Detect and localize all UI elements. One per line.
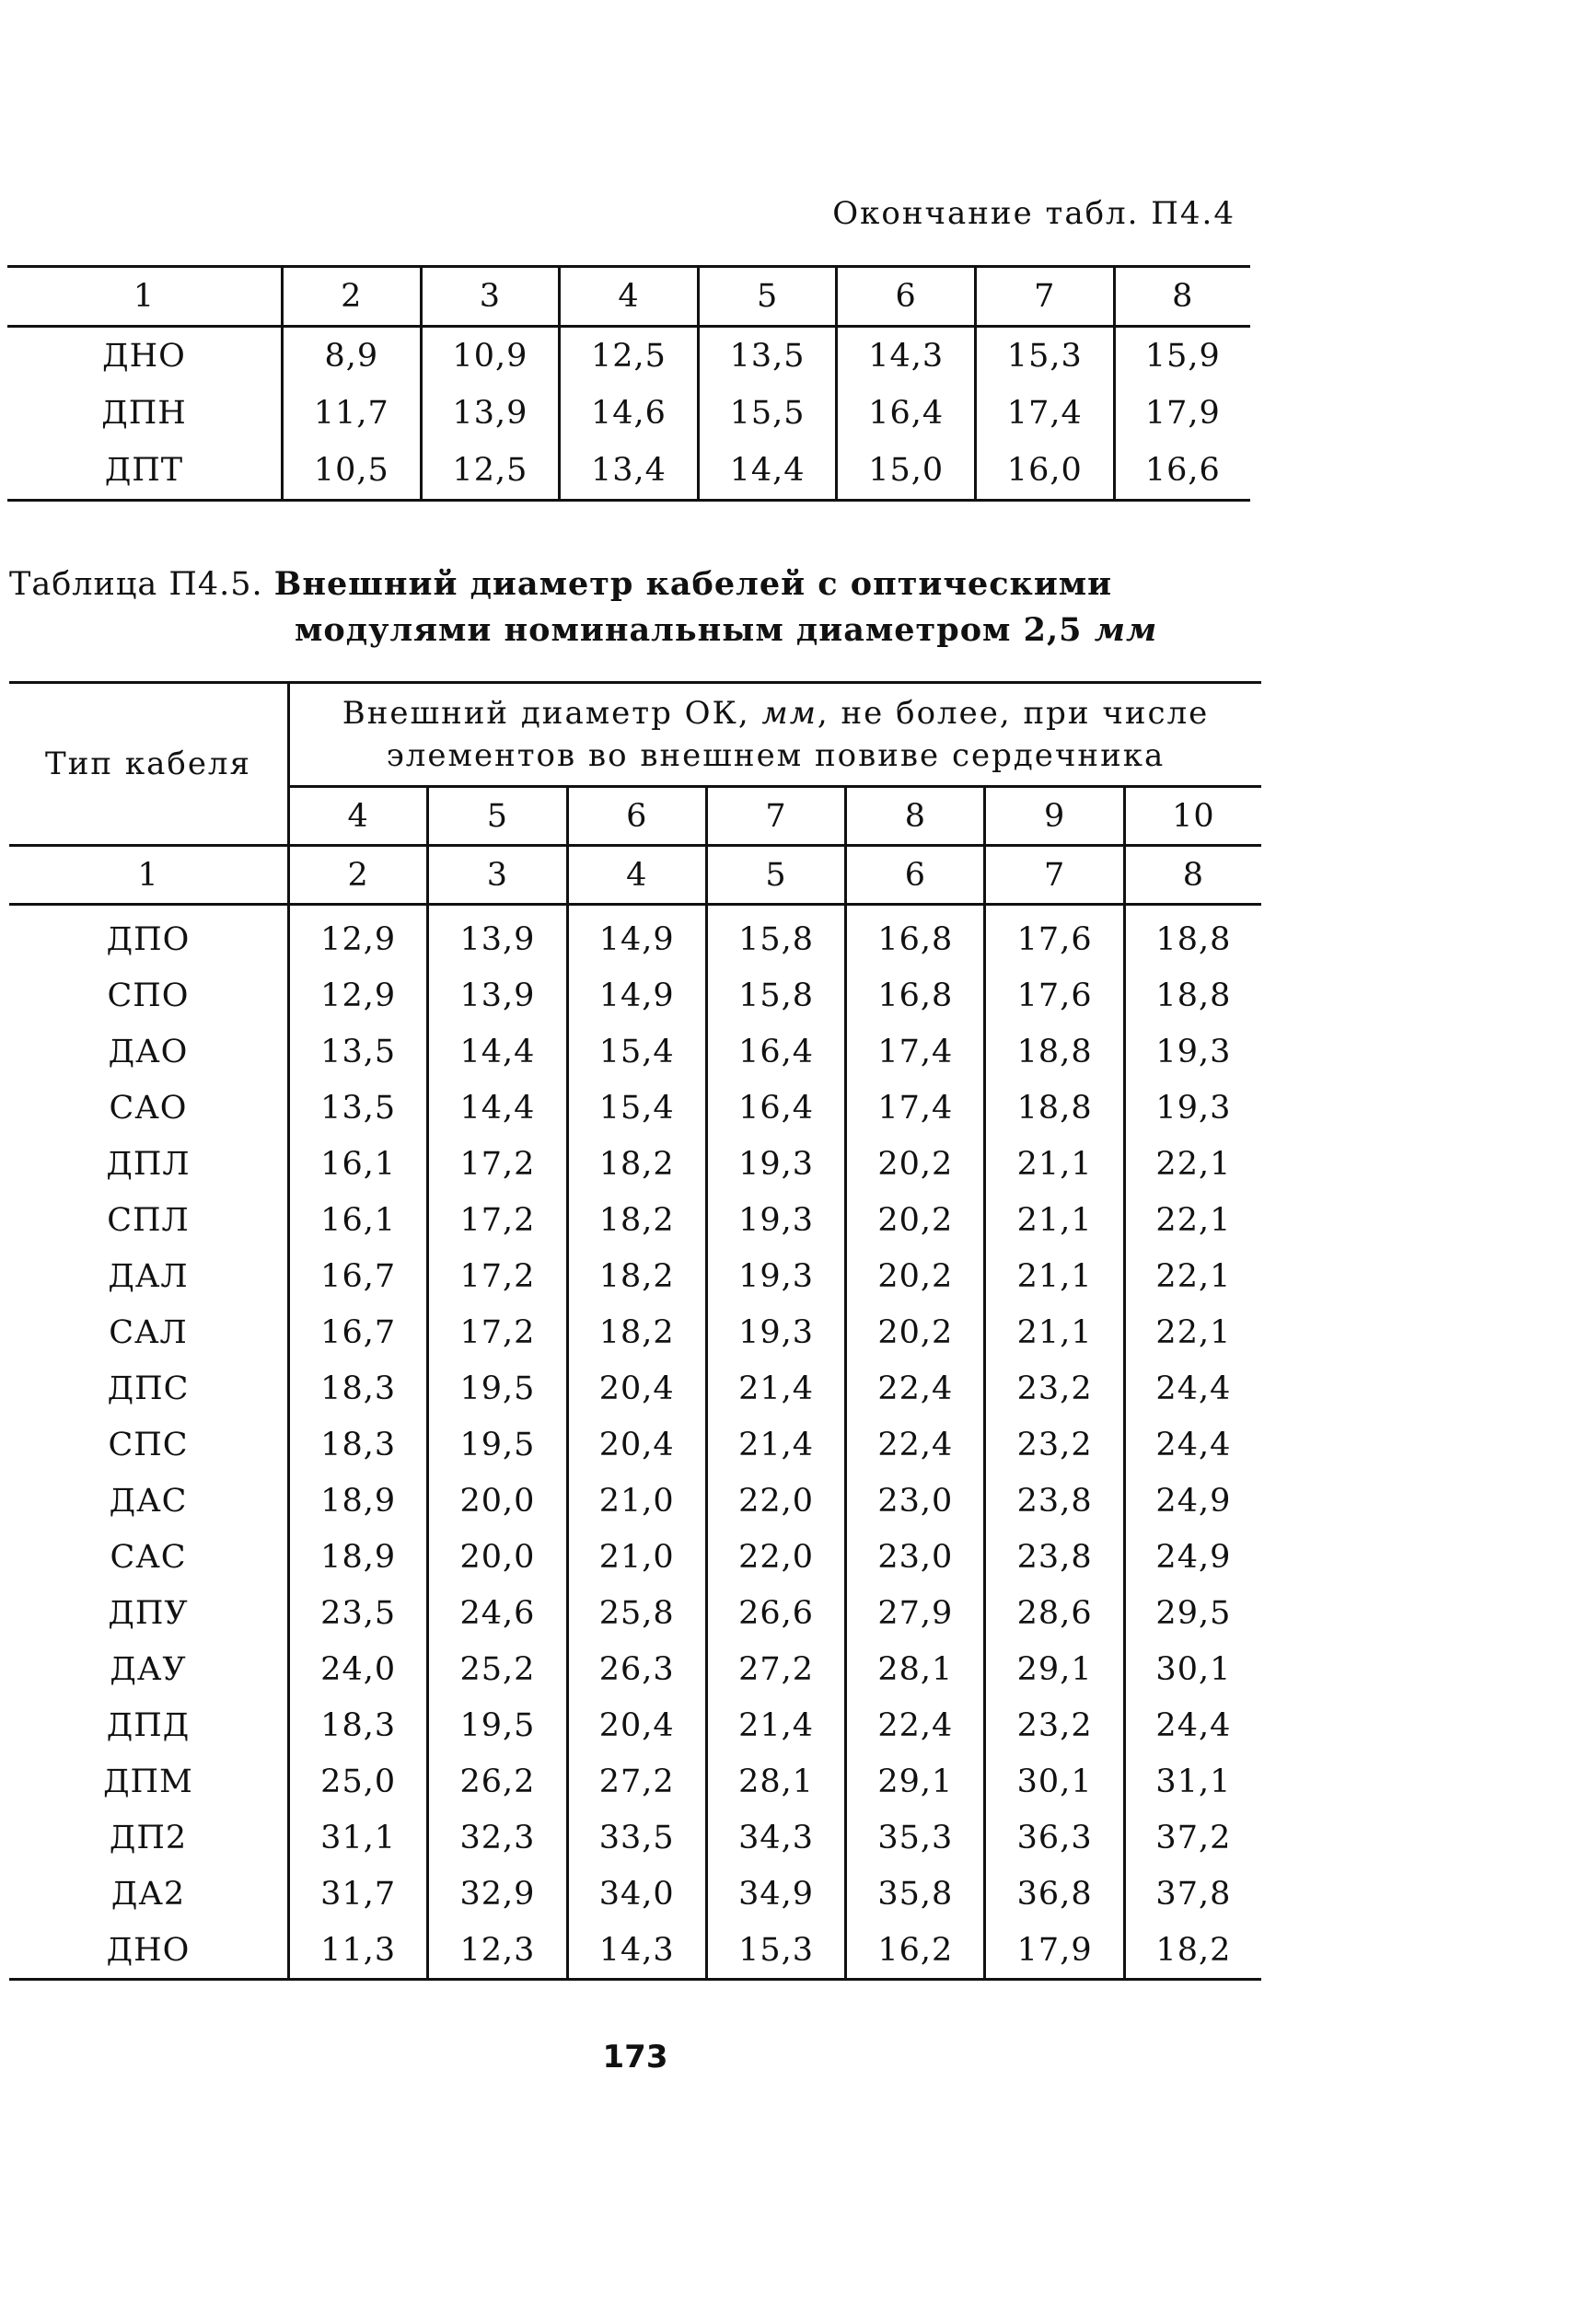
diameter-cell: 19,5 (428, 1360, 567, 1416)
diameter-cell: 19,5 (428, 1697, 567, 1753)
diameter-cell: 25,0 (289, 1753, 428, 1809)
diameter-cell: 29,5 (1124, 1585, 1261, 1641)
diameter-cell: 20,4 (567, 1416, 706, 1473)
diameter-cell: 14,4 (428, 1023, 567, 1080)
diameter-cell: 12,9 (289, 905, 428, 968)
diameter-cell: 36,3 (985, 1809, 1124, 1866)
cable-type-cell: ДПД (106, 1706, 191, 1744)
cable-type-cell: ДНО (102, 338, 186, 375)
diameter-cell: 31,1 (289, 1809, 428, 1866)
diameter-cell: 21,4 (706, 1360, 845, 1416)
cable-type-cell: ДПТ (7, 442, 283, 501)
diameter-cell: 15,4 (567, 1080, 706, 1136)
table-row (9, 1360, 1261, 1416)
table-row (9, 1753, 1261, 1809)
diameter-cell: 35,3 (846, 1809, 985, 1866)
diameter-cell: 20,2 (846, 1192, 985, 1248)
column-index-cell: 4 (560, 267, 699, 327)
diameter-cell: 20,2 (846, 1248, 985, 1304)
diameter-cell: 24,4 (1124, 1416, 1261, 1473)
diameter-cell: 20,4 (567, 1697, 706, 1753)
cable-type-cell: ДПН (101, 395, 187, 432)
diameter-cell: 10,5 (283, 442, 422, 501)
diameter-cell: 18,2 (567, 1136, 706, 1192)
diameter-cell: 19,3 (706, 1248, 845, 1304)
diameter-cell: 14,3 (567, 1922, 706, 1980)
table-row (9, 1809, 1261, 1866)
table-title-unit: мм (1094, 611, 1158, 649)
table-label: Таблица П4.5. (9, 566, 263, 603)
element-count-cell: 10 (1124, 787, 1261, 846)
type-column-header: Тип кабеля (9, 683, 289, 846)
table-row (9, 1136, 1261, 1192)
group-unit: мм (761, 695, 818, 732)
page-number: 173 (602, 2039, 668, 2075)
diameter-cell: 15,0 (837, 442, 976, 501)
diameter-cell: 18,3 (289, 1416, 428, 1473)
diameter-cell: 26,3 (567, 1641, 706, 1697)
diameter-cell: 26,6 (706, 1585, 845, 1641)
cable-type-cell: СПЛ (107, 1201, 190, 1239)
cable-type-cell: ДПЛ (106, 1145, 191, 1183)
diameter-cell: 28,6 (985, 1585, 1124, 1641)
diameter-cell: 22,1 (1124, 1192, 1261, 1248)
column-index-cell: 6 (846, 846, 985, 905)
diameter-cell: 14,9 (567, 967, 706, 1023)
diameter-cell: 11,3 (289, 1922, 428, 1980)
diameter-cell: 16,8 (846, 905, 985, 968)
diameter-cell: 24,9 (1124, 1529, 1261, 1585)
table-row (7, 442, 1250, 501)
diameter-cell: 13,9 (428, 905, 567, 968)
continuation-caption: Окончание табл. П4.4 (832, 195, 1235, 232)
column-index-cell: 4 (567, 846, 706, 905)
diameter-cell: 24,4 (1124, 1697, 1261, 1753)
table-row (9, 1697, 1261, 1753)
diameter-cell: 18,8 (985, 1080, 1124, 1136)
diameter-cell: 23,0 (846, 1529, 985, 1585)
column-index-cell: 7 (985, 846, 1124, 905)
column-index-cell: 8 (1114, 267, 1250, 327)
cable-type-cell: ДПС (107, 1370, 190, 1407)
diameter-cell: 17,4 (846, 1080, 985, 1136)
diameter-cell: 31,7 (289, 1866, 428, 1922)
diameter-cell: 17,2 (428, 1248, 567, 1304)
diameter-cell: 17,6 (985, 967, 1124, 1023)
table-row (9, 1585, 1261, 1641)
cable-type-cell: САО (109, 1089, 188, 1127)
diameter-cell: 23,5 (289, 1585, 428, 1641)
diameter-cell: 18,2 (1124, 1922, 1261, 1980)
diameter-cell: 21,1 (985, 1192, 1124, 1248)
diameter-cell: 19,3 (706, 1192, 845, 1248)
diameter-cell: 21,1 (985, 1136, 1124, 1192)
element-count-cell: 5 (428, 787, 567, 846)
diameter-cell: 21,0 (567, 1529, 706, 1585)
diameter-cell: 13,9 (421, 385, 560, 442)
diameter-cell: 14,3 (837, 327, 976, 386)
diameter-cell: 16,6 (1114, 442, 1250, 501)
cable-type-cell: ДАЛ (108, 1257, 189, 1295)
diameter-cell: 28,1 (846, 1641, 985, 1697)
cable-type-cell: ДАУ (110, 1650, 187, 1688)
diameter-cell: 21,0 (567, 1473, 706, 1529)
diameter-cell: 22,1 (1124, 1136, 1261, 1192)
diameter-cell: 17,9 (985, 1922, 1124, 1980)
table-row (9, 1248, 1261, 1304)
cable-type-cell: САС (110, 1538, 187, 1576)
diameter-cell: 17,6 (985, 905, 1124, 968)
diameter-cell: 16,4 (706, 1080, 845, 1136)
cable-type-cell: СПО (107, 977, 190, 1014)
diameter-cell: 16,4 (706, 1023, 845, 1080)
diameter-cell: 19,3 (1124, 1080, 1261, 1136)
diameter-cell: 18,3 (289, 1360, 428, 1416)
diameter-cell: 19,3 (706, 1304, 845, 1360)
cable-type-cell: САЛ (109, 1313, 188, 1351)
table-row (9, 1304, 1261, 1360)
diameter-cell: 15,4 (567, 1023, 706, 1080)
cable-type-cell: СПС (108, 1426, 189, 1463)
diameter-cell: 15,9 (1114, 327, 1250, 386)
table-row (9, 1192, 1261, 1248)
element-count-cell: 9 (985, 787, 1124, 846)
diameter-cell: 24,6 (428, 1585, 567, 1641)
diameter-cell: 18,9 (289, 1529, 428, 1585)
group-text-a: Внешний диаметр ОК, (342, 695, 750, 732)
diameter-cell: 18,2 (567, 1304, 706, 1360)
diameter-cell: 27,2 (706, 1641, 845, 1697)
diameter-cell: 34,9 (706, 1866, 845, 1922)
diameter-cell: 21,1 (985, 1248, 1124, 1304)
column-index-cell: 2 (289, 846, 428, 905)
table-title-line1: Внешний диаметр кабелей с оптическими (273, 565, 1113, 603)
diameter-cell: 16,2 (846, 1922, 985, 1980)
diameter-cell: 37,2 (1124, 1809, 1261, 1866)
column-index-cell: 5 (706, 846, 845, 905)
column-index-row (9, 846, 1261, 905)
diameter-cell: 16,1 (289, 1136, 428, 1192)
diameter-cell: 19,5 (428, 1416, 567, 1473)
element-count-cell: 6 (567, 787, 706, 846)
diameter-cell: 16,1 (289, 1192, 428, 1248)
column-index-cell: 5 (698, 267, 837, 327)
cable-diameter-table (9, 681, 1261, 1981)
column-index-cell: 3 (428, 846, 567, 905)
column-index-cell: 7 (975, 267, 1114, 327)
table-title-line2 (9, 607, 1157, 653)
diameter-cell: 27,2 (567, 1753, 706, 1809)
diameter-cell: 22,4 (846, 1416, 985, 1473)
diameter-cell: 22,4 (846, 1697, 985, 1753)
table-row (9, 1866, 1261, 1922)
table-row (9, 1080, 1261, 1136)
diameter-cell: 18,3 (289, 1697, 428, 1753)
diameter-cell: 23,2 (985, 1697, 1124, 1753)
diameter-cell: 33,5 (567, 1809, 706, 1866)
table-row (9, 905, 1261, 968)
table-row (9, 1473, 1261, 1529)
diameter-cell: 24,0 (289, 1641, 428, 1697)
diameter-cell: 16,7 (289, 1304, 428, 1360)
diameter-cell: 35,8 (846, 1866, 985, 1922)
diameter-cell: 22,1 (1124, 1304, 1261, 1360)
diameter-cell: 14,6 (560, 385, 699, 442)
diameter-cell: 13,5 (289, 1080, 428, 1136)
cable-type-cell: ДНО (9, 1922, 289, 1980)
diameter-cell: 20,0 (428, 1529, 567, 1585)
diameter-cell: 22,1 (1124, 1248, 1261, 1304)
diameter-cell: 11,7 (283, 385, 422, 442)
diameter-cell: 23,0 (846, 1473, 985, 1529)
diameter-cell: 24,9 (1124, 1473, 1261, 1529)
diameter-cell: 22,4 (846, 1360, 985, 1416)
diameter-cell: 20,2 (846, 1304, 985, 1360)
diameter-cell: 21,4 (706, 1697, 845, 1753)
diameter-cell: 18,8 (985, 1023, 1124, 1080)
element-count-cell: 4 (289, 787, 428, 846)
diameter-cell: 21,1 (985, 1304, 1124, 1360)
diameter-cell: 13,9 (428, 967, 567, 1023)
cable-type-cell: ДАС (109, 1482, 188, 1520)
diameter-cell: 10,9 (421, 327, 560, 386)
diameter-cell: 28,1 (706, 1753, 845, 1809)
diameter-cell: 20,0 (428, 1473, 567, 1529)
diameter-cell: 19,3 (706, 1136, 845, 1192)
diameter-cell: 15,8 (706, 905, 845, 968)
diameter-cell: 8,9 (283, 327, 422, 386)
diameter-cell: 14,4 (428, 1080, 567, 1136)
table-row (9, 1529, 1261, 1585)
diameter-cell: 17,2 (428, 1136, 567, 1192)
diameter-cell: 30,1 (985, 1753, 1124, 1809)
table-title (9, 561, 1157, 653)
continuation-header-row (7, 267, 1250, 327)
diameter-cell: 23,2 (985, 1416, 1124, 1473)
cable-type-cell: ДПУ (108, 1594, 189, 1632)
diameter-cell: 18,9 (289, 1473, 428, 1529)
diameter-cell: 12,5 (421, 442, 560, 501)
diameter-cell: 34,0 (567, 1866, 706, 1922)
diameter-cell: 26,2 (428, 1753, 567, 1809)
cable-type-cell: ДПМ (103, 1763, 193, 1800)
column-index-cell: 2 (283, 267, 422, 327)
diameter-cell: 17,2 (428, 1192, 567, 1248)
diameter-cell: 20,2 (846, 1136, 985, 1192)
table-title-line2-text: модулями номинальным диаметром 2,5 (295, 611, 1083, 649)
cable-type-cell: ДА2 (110, 1875, 186, 1913)
table-row (9, 1023, 1261, 1080)
diameter-cell: 29,1 (985, 1641, 1124, 1697)
diameter-cell: 32,9 (428, 1866, 567, 1922)
cable-type-cell: ДАО (108, 1033, 189, 1070)
diameter-cell: 22,0 (706, 1473, 845, 1529)
diameter-cell: 17,4 (975, 385, 1114, 442)
diameter-cell: 25,2 (428, 1641, 567, 1697)
diameter-cell: 25,8 (567, 1585, 706, 1641)
diameter-cell: 18,8 (1124, 905, 1261, 968)
diameter-cell: 37,8 (1124, 1866, 1261, 1922)
diameter-cell: 16,4 (837, 385, 976, 442)
diameter-cell: 23,8 (985, 1473, 1124, 1529)
diameter-cell: 14,9 (567, 905, 706, 968)
diameter-cell: 17,2 (428, 1304, 567, 1360)
cable-type-cell: ДП2 (109, 1819, 188, 1856)
diameter-cell: 22,0 (706, 1529, 845, 1585)
diameter-cell: 36,8 (985, 1866, 1124, 1922)
table-row (9, 1416, 1261, 1473)
diameter-cell: 15,8 (706, 967, 845, 1023)
diameter-cell: 14,4 (698, 442, 837, 501)
diameter-cell: 31,1 (1124, 1753, 1261, 1809)
table-row (9, 1641, 1261, 1697)
diameter-cell: 21,4 (706, 1416, 845, 1473)
table-row (9, 1922, 1261, 1980)
diameter-cell: 12,5 (560, 327, 699, 386)
diameter-cell: 16,7 (289, 1248, 428, 1304)
column-index-cell: 3 (421, 267, 560, 327)
diameter-cell: 24,4 (1124, 1360, 1261, 1416)
diameter-cell: 16,0 (975, 442, 1114, 501)
diameter-cell: 18,2 (567, 1192, 706, 1248)
diameter-cell: 29,1 (846, 1753, 985, 1809)
diameter-cell: 18,2 (567, 1248, 706, 1304)
diameter-cell: 12,3 (428, 1922, 567, 1980)
group-text-b: , не более, при числе элементов во внешнем повиве сердечника (386, 695, 1210, 774)
column-index-cell: 8 (1124, 846, 1261, 905)
table-row (7, 385, 1250, 442)
diameter-cell: 15,3 (706, 1922, 845, 1980)
table-row (9, 967, 1261, 1023)
diameter-cell: 13,4 (560, 442, 699, 501)
diameter-cell: 20,4 (567, 1360, 706, 1416)
diameter-cell: 12,9 (289, 967, 428, 1023)
diameter-cell: 13,5 (698, 327, 837, 386)
column-index-cell: 1 (7, 267, 283, 327)
diameter-cell: 15,3 (975, 327, 1114, 386)
diameter-cell: 16,8 (846, 967, 985, 1023)
element-count-cell: 7 (706, 787, 845, 846)
table-row (7, 327, 1250, 386)
diameter-cell: 17,9 (1114, 385, 1250, 442)
diameter-cell: 18,8 (1124, 967, 1261, 1023)
diameter-cell: 27,9 (846, 1585, 985, 1641)
diameter-cell: 13,5 (289, 1023, 428, 1080)
diameter-cell: 32,3 (428, 1809, 567, 1866)
diameter-cell: 17,4 (846, 1023, 985, 1080)
diameter-cell: 23,8 (985, 1529, 1124, 1585)
element-count-cell: 8 (846, 787, 985, 846)
diameter-cell: 23,2 (985, 1360, 1124, 1416)
diameter-cell: 19,3 (1124, 1023, 1261, 1080)
column-index-cell: 6 (837, 267, 976, 327)
column-index-cell: 1 (9, 846, 289, 905)
diameter-cell: 30,1 (1124, 1641, 1261, 1697)
diameter-cell: 15,5 (698, 385, 837, 442)
diameter-cell: 34,3 (706, 1809, 845, 1866)
continuation-table (7, 265, 1250, 502)
cable-type-cell: ДПО (106, 920, 191, 958)
diameter-group-header (289, 683, 1262, 787)
